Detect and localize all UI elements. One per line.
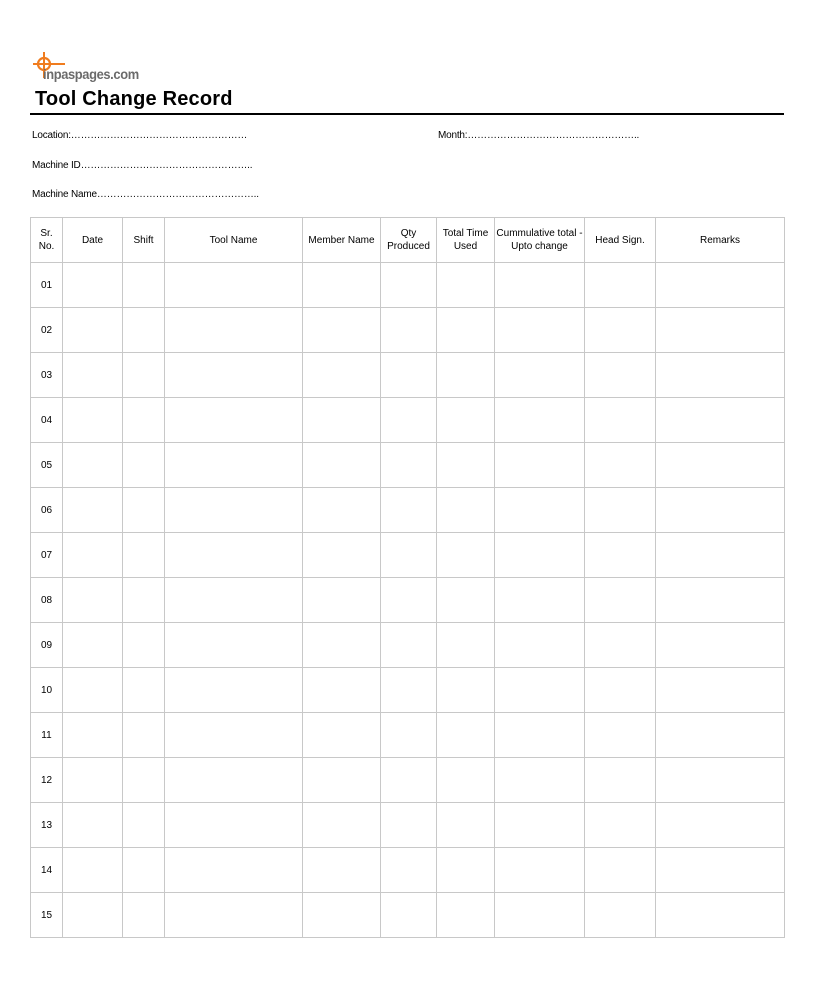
entry-cell[interactable]	[63, 263, 123, 308]
entry-cell[interactable]	[303, 263, 381, 308]
tool-change-table	[30, 217, 785, 938]
table-row	[31, 893, 785, 938]
table-row	[31, 668, 785, 713]
table-row	[31, 803, 785, 848]
entry-cell[interactable]	[303, 623, 381, 668]
entry-cell[interactable]	[63, 578, 123, 623]
entry-cell[interactable]	[656, 263, 785, 308]
sr-no-cell: 10	[31, 668, 63, 713]
entry-cell[interactable]	[303, 353, 381, 398]
entry-cell[interactable]	[303, 893, 381, 938]
entry-cell[interactable]	[495, 443, 585, 488]
table-row	[31, 713, 785, 758]
entry-cell[interactable]	[585, 848, 656, 893]
entry-cell[interactable]	[656, 893, 785, 938]
header-qty-produced: Qty Produced	[381, 218, 437, 263]
entry-cell[interactable]	[123, 803, 165, 848]
header-tool-name: Tool Name	[165, 218, 303, 263]
entry-cell[interactable]	[63, 353, 123, 398]
entry-cell[interactable]	[165, 713, 303, 758]
table-row	[31, 848, 785, 893]
entry-cell[interactable]	[585, 443, 656, 488]
entry-cell[interactable]	[381, 668, 437, 713]
table-row	[31, 578, 785, 623]
entry-cell[interactable]	[381, 803, 437, 848]
entry-cell[interactable]	[123, 308, 165, 353]
table-body	[31, 263, 785, 938]
entry-cell[interactable]	[381, 578, 437, 623]
entry-cell[interactable]	[165, 488, 303, 533]
entry-cell[interactable]	[123, 533, 165, 578]
entry-cell[interactable]	[495, 308, 585, 353]
header-sr-no: Sr. No.	[31, 218, 63, 263]
company-logo	[33, 52, 173, 82]
table-row	[31, 533, 785, 578]
entry-cell[interactable]	[123, 848, 165, 893]
entry-cell[interactable]	[585, 713, 656, 758]
entry-cell[interactable]	[303, 308, 381, 353]
entry-cell[interactable]	[585, 893, 656, 938]
entry-cell[interactable]	[63, 398, 123, 443]
machine-name-field: Machine Name…………………………………………..	[32, 189, 259, 200]
entry-cell[interactable]	[495, 758, 585, 803]
entry-cell[interactable]	[495, 578, 585, 623]
entry-cell[interactable]	[63, 803, 123, 848]
entry-cell[interactable]	[123, 758, 165, 803]
entry-cell[interactable]	[303, 488, 381, 533]
entry-cell[interactable]	[437, 353, 495, 398]
entry-cell[interactable]	[585, 308, 656, 353]
entry-cell[interactable]	[165, 578, 303, 623]
entry-cell[interactable]	[656, 848, 785, 893]
entry-cell[interactable]	[165, 758, 303, 803]
month-field: Month:……………………………………………..	[438, 130, 640, 141]
sr-no-cell: 15	[31, 893, 63, 938]
entry-cell[interactable]	[123, 713, 165, 758]
entry-cell[interactable]	[437, 578, 495, 623]
entry-cell[interactable]	[381, 488, 437, 533]
entry-cell[interactable]	[381, 758, 437, 803]
entry-cell[interactable]	[656, 578, 785, 623]
entry-cell[interactable]	[381, 398, 437, 443]
table-row	[31, 353, 785, 398]
entry-cell[interactable]	[381, 443, 437, 488]
entry-cell[interactable]	[303, 398, 381, 443]
entry-cell[interactable]	[585, 533, 656, 578]
entry-cell[interactable]	[303, 443, 381, 488]
entry-cell[interactable]	[437, 758, 495, 803]
sr-no-cell: 09	[31, 623, 63, 668]
entry-cell[interactable]	[585, 488, 656, 533]
entry-cell[interactable]	[437, 443, 495, 488]
entry-cell[interactable]	[656, 398, 785, 443]
sr-no-cell: 03	[31, 353, 63, 398]
header-total-time-used: Total Time Used	[437, 218, 495, 263]
sr-no-cell: 02	[31, 308, 63, 353]
entry-cell[interactable]	[381, 893, 437, 938]
sr-no-cell: 05	[31, 443, 63, 488]
entry-cell[interactable]	[165, 668, 303, 713]
entry-cell[interactable]	[495, 893, 585, 938]
entry-cell[interactable]	[123, 263, 165, 308]
entry-cell[interactable]	[437, 533, 495, 578]
entry-cell[interactable]	[437, 623, 495, 668]
entry-cell[interactable]	[437, 803, 495, 848]
entry-cell[interactable]	[495, 848, 585, 893]
entry-cell[interactable]	[585, 263, 656, 308]
entry-cell[interactable]	[123, 578, 165, 623]
sr-no-cell: 07	[31, 533, 63, 578]
table-row	[31, 398, 785, 443]
entry-cell[interactable]	[165, 848, 303, 893]
entry-cell[interactable]	[63, 758, 123, 803]
entry-cell[interactable]	[381, 353, 437, 398]
entry-cell[interactable]	[165, 353, 303, 398]
entry-cell[interactable]	[63, 533, 123, 578]
entry-cell[interactable]	[437, 893, 495, 938]
entry-cell[interactable]	[656, 308, 785, 353]
entry-cell[interactable]	[495, 353, 585, 398]
sr-no-cell: 04	[31, 398, 63, 443]
entry-cell[interactable]	[381, 308, 437, 353]
entry-cell[interactable]	[165, 308, 303, 353]
sr-no-cell: 11	[31, 713, 63, 758]
entry-cell[interactable]	[656, 353, 785, 398]
entry-cell[interactable]	[123, 353, 165, 398]
entry-cell[interactable]	[303, 668, 381, 713]
entry-cell[interactable]	[123, 398, 165, 443]
entry-cell[interactable]	[123, 623, 165, 668]
entry-cell[interactable]	[437, 263, 495, 308]
header-head-sign: Head Sign.	[585, 218, 656, 263]
sr-no-cell: 08	[31, 578, 63, 623]
entry-cell[interactable]	[656, 668, 785, 713]
sr-no-cell: 12	[31, 758, 63, 803]
entry-cell[interactable]	[495, 668, 585, 713]
sr-no-cell: 14	[31, 848, 63, 893]
entry-cell[interactable]	[585, 803, 656, 848]
entry-cell[interactable]	[437, 848, 495, 893]
entry-cell[interactable]	[63, 848, 123, 893]
header-remarks: Remarks	[656, 218, 785, 263]
entry-cell[interactable]	[63, 893, 123, 938]
title-divider	[30, 113, 784, 115]
entry-cell[interactable]	[656, 803, 785, 848]
entry-cell[interactable]	[437, 713, 495, 758]
table-header-row	[31, 218, 785, 263]
entry-cell[interactable]	[656, 533, 785, 578]
entry-cell[interactable]	[165, 803, 303, 848]
table-row	[31, 758, 785, 803]
entry-cell[interactable]	[495, 713, 585, 758]
entry-cell[interactable]	[585, 623, 656, 668]
logo-text: inpaspages.com	[43, 66, 139, 82]
entry-cell[interactable]	[303, 848, 381, 893]
entry-cell[interactable]	[303, 758, 381, 803]
header-shift: Shift	[123, 218, 165, 263]
entry-cell[interactable]	[63, 668, 123, 713]
entry-cell[interactable]	[585, 398, 656, 443]
table-row	[31, 308, 785, 353]
entry-cell[interactable]	[381, 713, 437, 758]
sr-no-cell: 06	[31, 488, 63, 533]
entry-cell[interactable]	[437, 668, 495, 713]
entry-cell[interactable]	[165, 623, 303, 668]
sr-no-cell: 01	[31, 263, 63, 308]
entry-cell[interactable]	[303, 578, 381, 623]
entry-cell[interactable]	[381, 533, 437, 578]
entry-cell[interactable]	[437, 488, 495, 533]
page-title: Tool Change Record	[35, 88, 233, 110]
entry-cell[interactable]	[303, 803, 381, 848]
entry-cell[interactable]	[495, 803, 585, 848]
entry-cell[interactable]	[585, 668, 656, 713]
entry-cell[interactable]	[165, 893, 303, 938]
entry-cell[interactable]	[63, 713, 123, 758]
table-row	[31, 443, 785, 488]
entry-cell[interactable]	[123, 893, 165, 938]
entry-cell[interactable]	[123, 488, 165, 533]
entry-cell[interactable]	[381, 848, 437, 893]
header-cumulative-total: Cummulative total - Upto change	[495, 218, 585, 263]
entry-cell[interactable]	[656, 713, 785, 758]
entry-cell[interactable]	[495, 263, 585, 308]
entry-cell[interactable]	[63, 308, 123, 353]
entry-cell[interactable]	[123, 668, 165, 713]
machine-id-field: Machine ID……………………………………………..	[32, 160, 253, 171]
entry-cell[interactable]	[656, 488, 785, 533]
entry-cell[interactable]	[585, 758, 656, 803]
entry-cell[interactable]	[495, 488, 585, 533]
entry-cell[interactable]	[63, 623, 123, 668]
entry-cell[interactable]	[63, 488, 123, 533]
entry-cell[interactable]	[165, 443, 303, 488]
entry-cell[interactable]	[495, 398, 585, 443]
entry-cell[interactable]	[123, 443, 165, 488]
entry-cell[interactable]	[165, 398, 303, 443]
header-member-name: Member Name	[303, 218, 381, 263]
table-row	[31, 263, 785, 308]
entry-cell[interactable]	[303, 533, 381, 578]
entry-cell[interactable]	[381, 623, 437, 668]
entry-cell[interactable]	[63, 443, 123, 488]
entry-cell[interactable]	[165, 533, 303, 578]
table-row	[31, 623, 785, 668]
entry-cell[interactable]	[585, 353, 656, 398]
entry-cell[interactable]	[656, 623, 785, 668]
entry-cell[interactable]	[437, 308, 495, 353]
entry-cell[interactable]	[495, 533, 585, 578]
header-date: Date	[63, 218, 123, 263]
entry-cell[interactable]	[585, 578, 656, 623]
table-row	[31, 488, 785, 533]
entry-cell[interactable]	[656, 758, 785, 803]
entry-cell[interactable]	[495, 623, 585, 668]
entry-cell[interactable]	[656, 443, 785, 488]
sr-no-cell: 13	[31, 803, 63, 848]
entry-cell[interactable]	[437, 398, 495, 443]
entry-cell[interactable]	[381, 263, 437, 308]
entry-cell[interactable]	[165, 263, 303, 308]
location-field: Location:………………………………………………	[32, 130, 248, 141]
entry-cell[interactable]	[303, 713, 381, 758]
